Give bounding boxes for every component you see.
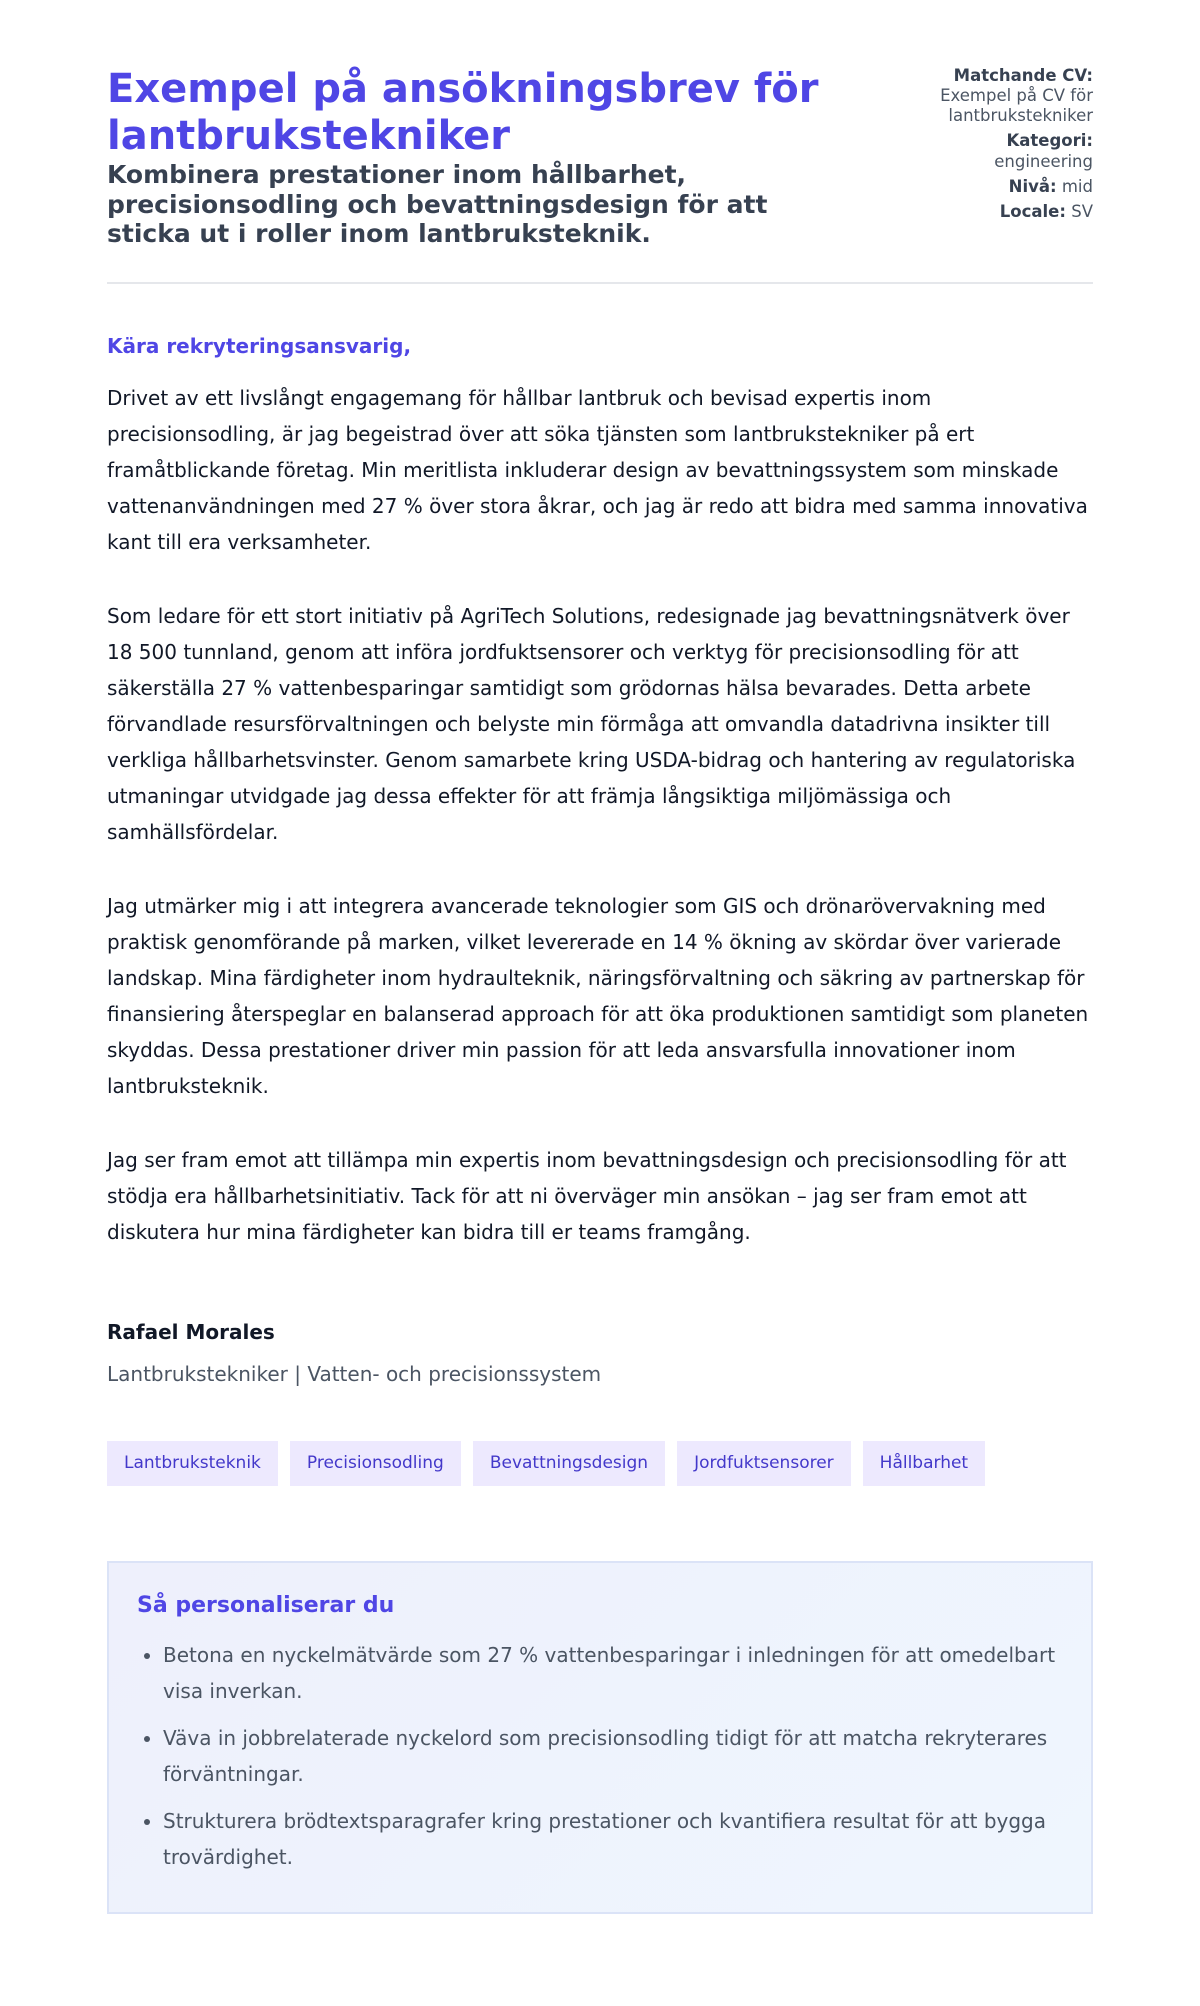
tip-item: • Väva in jobbrelaterade nyckelord som precisionsodling tidigt för att matcha rekryterares förväntningar. (163, 1721, 1063, 1792)
meta-locale-label: Locale: (999, 201, 1066, 221)
tag[interactable]: Lantbruksteknik (107, 1441, 278, 1486)
tag[interactable]: Hållbarhet (863, 1441, 985, 1486)
tips-list (137, 1638, 1063, 1875)
meta-cv-label: Matchande CV: (953, 66, 1093, 85)
tag-list (107, 1441, 1093, 1486)
tip-item: • Strukturera brödtextsparagrafer kring prestationer och kvantifiera resultat för att bygga trovärdighet. (163, 1804, 1063, 1875)
meta-panel (893, 66, 1093, 227)
tag[interactable]: Jordfuktsensorer (677, 1441, 851, 1486)
meta-category-label: Kategori: (1006, 131, 1093, 151)
tag[interactable]: Precisionsodling (290, 1441, 461, 1486)
meta-locale-value: SV (1071, 201, 1093, 221)
meta-category-value: engineering (994, 151, 1093, 171)
tip-item: • Betona en nyckelmätvärde som 27 % vattenbesparingar i inledningen för att omedelbart visa inverkan. (163, 1638, 1063, 1709)
meta-level-label: Nivå: (1008, 176, 1057, 196)
letter-paragraph: Som ledare för ett stort initiativ på AgriTech Solutions, redesignade jag bevattningsnätverk över 18 500 tunnland, genom att införa jordfuktsensorer och verktyg för precisionsodling för att säkerställa 27 % vattenbesparingar samtidigt som grödornas hälsa bevarades. Detta arbete förvandlade resursförvaltningen och belyste min förmåga att omvandla datadrivna insikter till verkliga hållbarhetsvinster. Genom samarbete kring USDA-bidrag och hantering av regulatoriska utmaningar utvidgade jag dessa effekter för att främja långsiktiga miljömässiga och samhällsfördelar. (107, 604, 1076, 844)
page-title: Exempel på ansökningsbrev för lantbrukstekniker (107, 66, 819, 160)
signature-name: Rafael Morales (107, 1320, 275, 1344)
personalization-tips-box (107, 1561, 1093, 1914)
meta-cv-value[interactable]: Exempel på CV för lantbrukstekniker (940, 86, 1093, 126)
letter-greeting: Kära rekryteringsansvarig, (107, 334, 412, 358)
meta-level-value: mid (1061, 176, 1093, 196)
tips-heading: Så personaliserar du (137, 1593, 395, 1618)
page-subtitle: Kombinera prestationer inom hållbarhet, precisionsodling och bevattningsdesign för att sticka ut i roller inom lantbruksteknik. (107, 160, 768, 249)
tag[interactable]: Bevattningsdesign (473, 1441, 665, 1486)
letter-body (107, 380, 1093, 1250)
letter-paragraph: Drivet av ett livslångt engagemang för hållbar lantbruk och bevisad expertis inom precisionsodling, är jag begeistrad över att söka tjänsten som lantbrukstekniker på ert framåtblickande företag. Min meritlista inkluderar design av bevattningssystem som minskade vattenanvändningen med 27 % över stora åkrar, och jag är redo att bidra med samma innovativa kant till era verksamheter. (107, 386, 1088, 554)
page-header (107, 0, 1093, 284)
letter-paragraph: Jag ser fram emot att tillämpa min expertis inom bevattningsdesign och precisionsodling för att stödja era hållbarhetsinitiativ. Tack för att ni överväger min ansökan – jag ser fram emot att diskutera hur mina färdigheter kan bidra till er teams framgång. (107, 1148, 1067, 1244)
letter-paragraph: Jag utmärker mig i att integrera avancerade teknologier som GIS och drönarövervakning med praktisk genomförande på marken, vilket levererade en 14 % ökning av skördar över varierade landskap. Mina färdigheter inom hydraulteknik, näringsförvaltning och säkring av partnerskap för finansiering återspeglar en balanserad approach för att öka produktionen samtidigt som planeten skyddas. Dessa prestationer driver min passion för att leda ansvarsfulla innovationer inom lantbruksteknik. (107, 894, 1089, 1098)
cover-letter-page (107, 0, 1093, 1914)
signature-title: Lantbrukstekniker | Vatten- och precisionssystem (107, 1362, 602, 1386)
